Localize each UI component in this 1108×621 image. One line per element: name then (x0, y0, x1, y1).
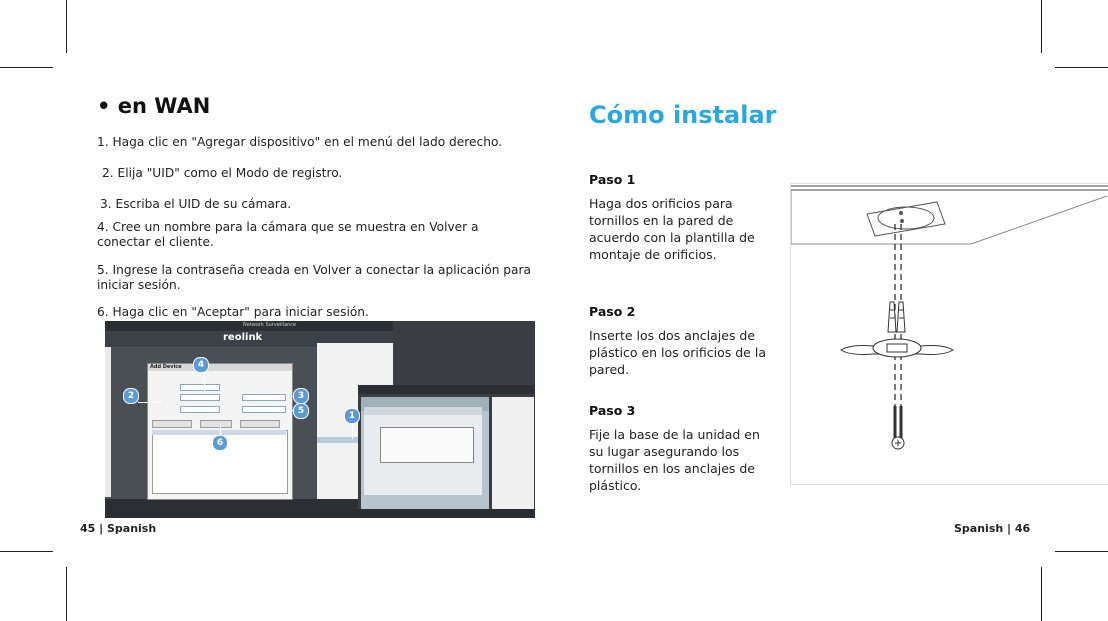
camera-base (841, 339, 953, 357)
wall-anchors (888, 302, 905, 332)
crop-mark (1055, 67, 1108, 68)
paso-3-heading: Paso 3 (589, 403, 636, 418)
crop-mark (0, 67, 53, 68)
paso-1-text: Haga dos orificios para tornillos en la pared de acuerdo con la plantilla de montaje de orificios. (589, 196, 755, 262)
screws (892, 406, 904, 449)
scan-button (152, 420, 192, 428)
crop-mark (1041, 0, 1042, 53)
device-name-field (180, 384, 220, 391)
step-4: 4. Cree un nombre para la cámara que se muestra en Volver a conectar el cliente. (97, 220, 479, 249)
step-3: 3. Escriba el UID de su cámara. (100, 197, 292, 211)
crop-mark (66, 567, 67, 621)
control-bar (358, 509, 535, 518)
register-mode-field (180, 394, 220, 401)
step-6: 6. Haga clic en "Aceptar" para iniciar sesión. (97, 305, 369, 319)
side-panel (492, 397, 534, 511)
left-footer: 45 | Spanish (80, 522, 157, 535)
login-popup (380, 427, 474, 463)
cancel-button (240, 420, 280, 428)
step-1: 1. Haga clic en "Agregar dispositivo" en el menú del lado derecho. (97, 135, 503, 149)
crop-mark (66, 0, 67, 53)
callout-line (204, 372, 205, 392)
username-field (180, 406, 220, 413)
brand-logo: reolink (223, 332, 263, 343)
paso-2-text: Inserte los dos anclajes de plástico en los orificios de la pared. (589, 328, 766, 377)
mounting-diagram (791, 184, 1108, 484)
callout-5: 5 (293, 403, 309, 419)
right-page-title: Cómo instalar (589, 101, 777, 129)
paso-1-heading: Paso 1 (589, 172, 636, 187)
dialog-title: Add Device (150, 364, 182, 370)
callout-3: 3 (293, 388, 309, 404)
paso-2-heading: Paso 2 (589, 304, 636, 319)
live-view-window (358, 385, 535, 518)
callout-6: 6 (212, 435, 228, 451)
left-panel (105, 347, 111, 497)
callout-1: 1 (344, 408, 360, 424)
callout-line (352, 423, 353, 439)
paso-3-text: Fije la base de la unidad en su lugar asegurando los tornillos en los anclajes de plástico. (589, 427, 760, 493)
right-footer: Spanish | 46 (954, 522, 1031, 535)
title-bar (358, 385, 535, 394)
left-page-title: • en WAN (97, 94, 211, 118)
callout-4: 4 (193, 357, 209, 373)
step-5: 5. Ingrese la contraseña creada en Volver a conectar la aplicación para iniciar sesión. (97, 263, 531, 292)
callout-line (138, 402, 162, 403)
window-title: Network Surveillance (243, 322, 297, 328)
crop-mark (1041, 567, 1042, 621)
callout-2: 2 (123, 388, 139, 404)
crop-mark (0, 551, 53, 552)
step-2: 2. Elija "UID" como el Modo de registro. (102, 166, 343, 180)
software-screenshot (105, 321, 535, 518)
password-field (242, 406, 286, 413)
dialog-title-bar (148, 364, 292, 371)
control-bar (105, 499, 393, 518)
ok-button (200, 420, 232, 428)
installation-illustration (790, 183, 1108, 485)
uid-field (242, 394, 286, 401)
crop-mark (1055, 551, 1108, 552)
